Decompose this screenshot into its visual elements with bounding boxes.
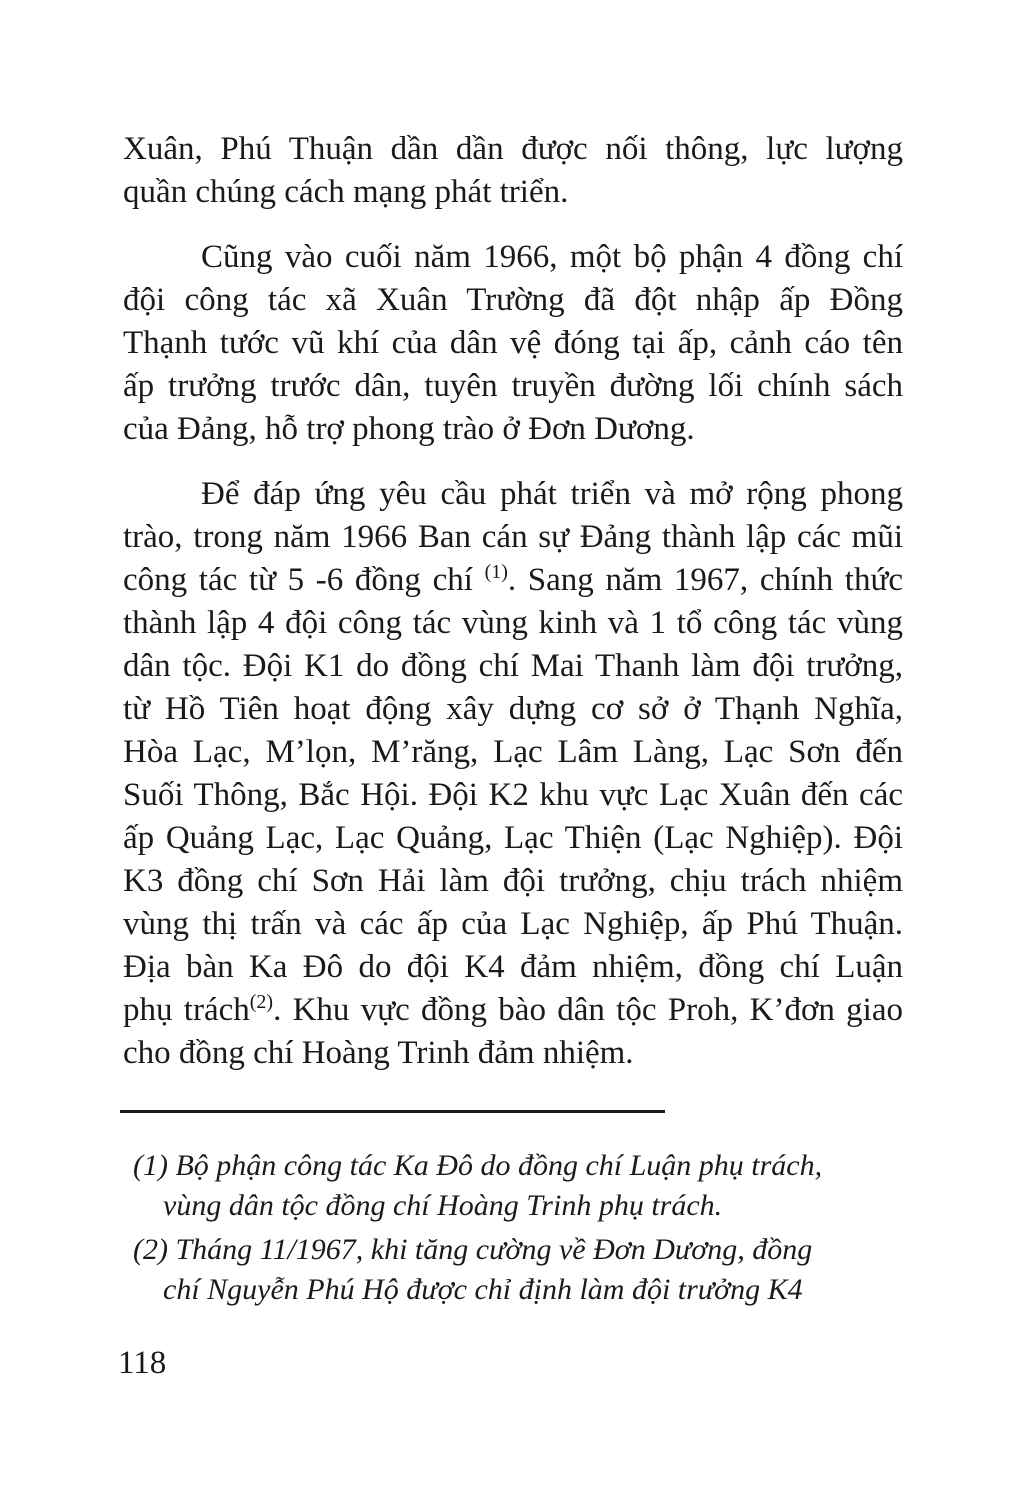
paragraph-3-line-13-text-a: phụ trách <box>123 992 250 1028</box>
paragraph-3-line-2: trào, trong năm 1966 Ban cán sự Đảng thành lập các mũi <box>123 519 903 555</box>
paragraph-3-line-9: ấp Quảng Lạc, Lạc Quảng, Lạc Thiện (Lạc Nghiệp). Đội <box>123 820 903 856</box>
paragraph-3-line-3 <box>123 559 903 602</box>
paragraph-3-line-3-text-a: công tác từ 5 -6 đồng chí <box>123 562 473 598</box>
footnote-ref-1: (1) <box>484 561 508 583</box>
paragraph-3-line-13-text-b: . Khu vực đồng bào dân tộc Proh, K’đơn giao <box>273 992 903 1028</box>
footnote-1-line-1: (1) Bộ phận công tác Ka Đô do đồng chí Luận phụ trách, <box>133 1149 823 1182</box>
paragraph-3-line-6: từ Hồ Tiên hoạt động xây dựng cơ sở ở Thạnh Nghĩa, <box>123 691 903 727</box>
paragraph-3-line-4: thành lập 4 đội công tác vùng kinh và 1 tổ công tác vùng <box>123 605 903 641</box>
paragraph-3-line-14: cho đồng chí Hoàng Trinh đảm nhiệm. <box>123 1035 634 1071</box>
paragraph-3-line-10: K3 đồng chí Sơn Hải làm đội trưởng, chịu trách nhiệm <box>123 863 903 899</box>
paragraph-2-line-1: Cũng vào cuối năm 1966, một bộ phận 4 đồng chí <box>201 239 903 275</box>
footnote-separator <box>120 1110 665 1113</box>
paragraph-3-line-13 <box>123 989 903 1032</box>
paragraph-3-line-11: vùng thị trấn và các ấp của Lạc Nghiệp, ấp Phú Thuận. <box>123 906 903 942</box>
paragraph-3-line-7: Hòa Lạc, M’lọn, M’răng, Lạc Lâm Làng, Lạc Sơn đến <box>123 734 903 770</box>
paragraph-2-line-2: đội công tác xã Xuân Trường đã đột nhập ấp Đồng <box>123 282 903 318</box>
paragraph-3-line-12: Địa bàn Ka Đô do đội K4 đảm nhiệm, đồng chí Luận <box>123 949 903 985</box>
footnote-ref-2: (2) <box>249 991 274 1013</box>
paragraph-2-line-4: ấp trưởng trước dân, tuyên truyền đường lối chính sách <box>123 368 903 404</box>
paragraph-3-line-8: Suối Thông, Bắc Hội. Đội K2 khu vực Lạc Xuân đến các <box>123 777 903 813</box>
paragraph-3-line-1: Để đáp ứng yêu cầu phát triển và mở rộng phong <box>201 476 903 512</box>
paragraph-3-line-3-text-b: . Sang năm 1967, chính thức <box>507 562 903 598</box>
paragraph-1-line-1: Xuân, Phú Thuận dần dần được nối thông, lực lượng <box>123 131 903 167</box>
footnote-1-line-2: vùng dân tộc đồng chí Hoàng Trinh phụ trách. <box>163 1189 723 1222</box>
paragraph-1-line-2: quần chúng cách mạng phát triển. <box>123 174 569 210</box>
footnote-2-line-1: (2) Tháng 11/1967, khi tăng cường về Đơn Dương, đồng <box>133 1233 813 1266</box>
page-number: 118 <box>118 1345 167 1381</box>
paragraph-2-line-3: Thạnh tước vũ khí của dân vệ đóng tại ấp, cảnh cáo tên <box>123 325 903 361</box>
paragraph-2-line-5: của Đảng, hỗ trợ phong trào ở Đơn Dương. <box>123 411 695 447</box>
footnote-2-line-2: chí Nguyễn Phú Hộ được chỉ định làm đội trưởng K4 <box>163 1273 803 1306</box>
paragraph-3-line-5: dân tộc. Đội K1 do đồng chí Mai Thanh làm đội trưởng, <box>123 648 903 684</box>
